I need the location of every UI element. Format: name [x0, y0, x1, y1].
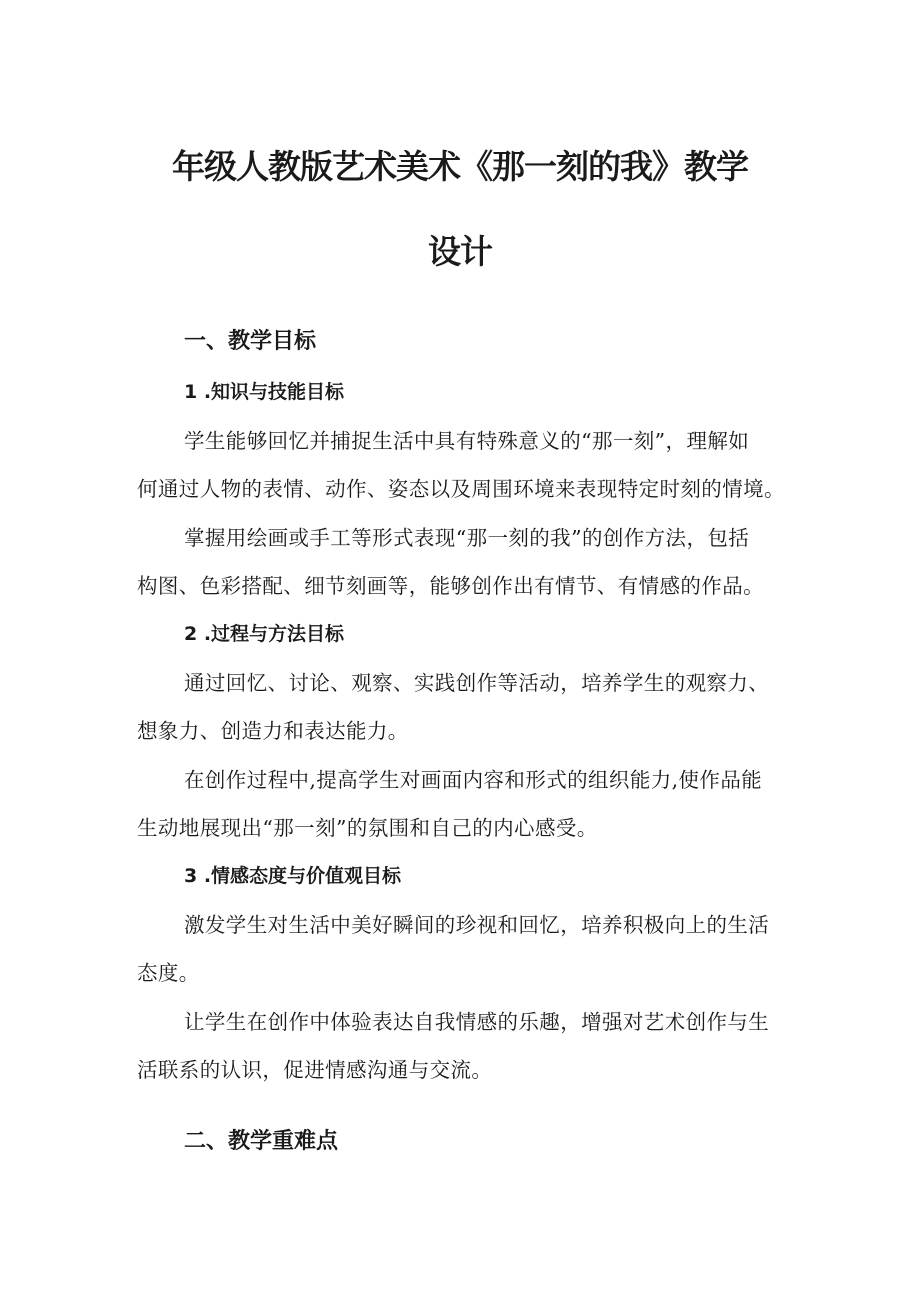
- paragraph-line: 构图、色彩搭配、细节刻画等，能够创作出有情节、有情感的作品。: [137, 574, 764, 598]
- paragraph-line: 通过回忆、讨论、观察、实践创作等活动，培养学生的观察力、: [184, 671, 770, 695]
- document-title-line-1: 年级人教版艺术美术《那一刻的我》教学: [172, 147, 748, 186]
- paragraph-line: 激发学生对生活中美好瞬间的珍视和回忆，培养积极向上的生活: [184, 913, 770, 937]
- paragraph-line: 态度。: [137, 961, 200, 985]
- paragraph-line: 在创作过程中,提高学生对画面内容和形式的组织能力,使作品能: [184, 768, 763, 792]
- paragraph-line: 让学生在创作中体验表达自我情感的乐趣，增强对艺术创作与生: [184, 1010, 770, 1034]
- paragraph-line: 何通过人物的表情、动作、姿态以及周围环境来表现特定时刻的情境。: [137, 477, 785, 501]
- paragraph-line: 生动地展现出“那一刻”的氛围和自己的内心感受。: [137, 816, 598, 840]
- section-heading-teaching-goals: 一、教学目标: [184, 328, 317, 354]
- paragraph-line: 掌握用绘画或手工等形式表现“那一刻的我”的创作方法，包括: [184, 526, 750, 550]
- subsection-heading-emotion-values: 3 .情感态度与价值观目标: [184, 865, 402, 887]
- section-heading-key-difficulties: 二、教学重难点: [184, 1128, 339, 1154]
- subsection-heading-process-methods: 2 .过程与方法目标: [184, 623, 345, 645]
- paragraph-line: 学生能够回忆并捕捉生活中具有特殊意义的“那一刻”，理解如: [184, 429, 750, 453]
- paragraph-line: 想象力、创造力和表达能力。: [137, 719, 409, 743]
- document-title-line-2: 设计: [428, 232, 492, 271]
- paragraph-line: 活联系的认识，促进情感沟通与交流。: [137, 1058, 493, 1082]
- subsection-heading-knowledge-skills: 1 .知识与技能目标: [184, 381, 345, 403]
